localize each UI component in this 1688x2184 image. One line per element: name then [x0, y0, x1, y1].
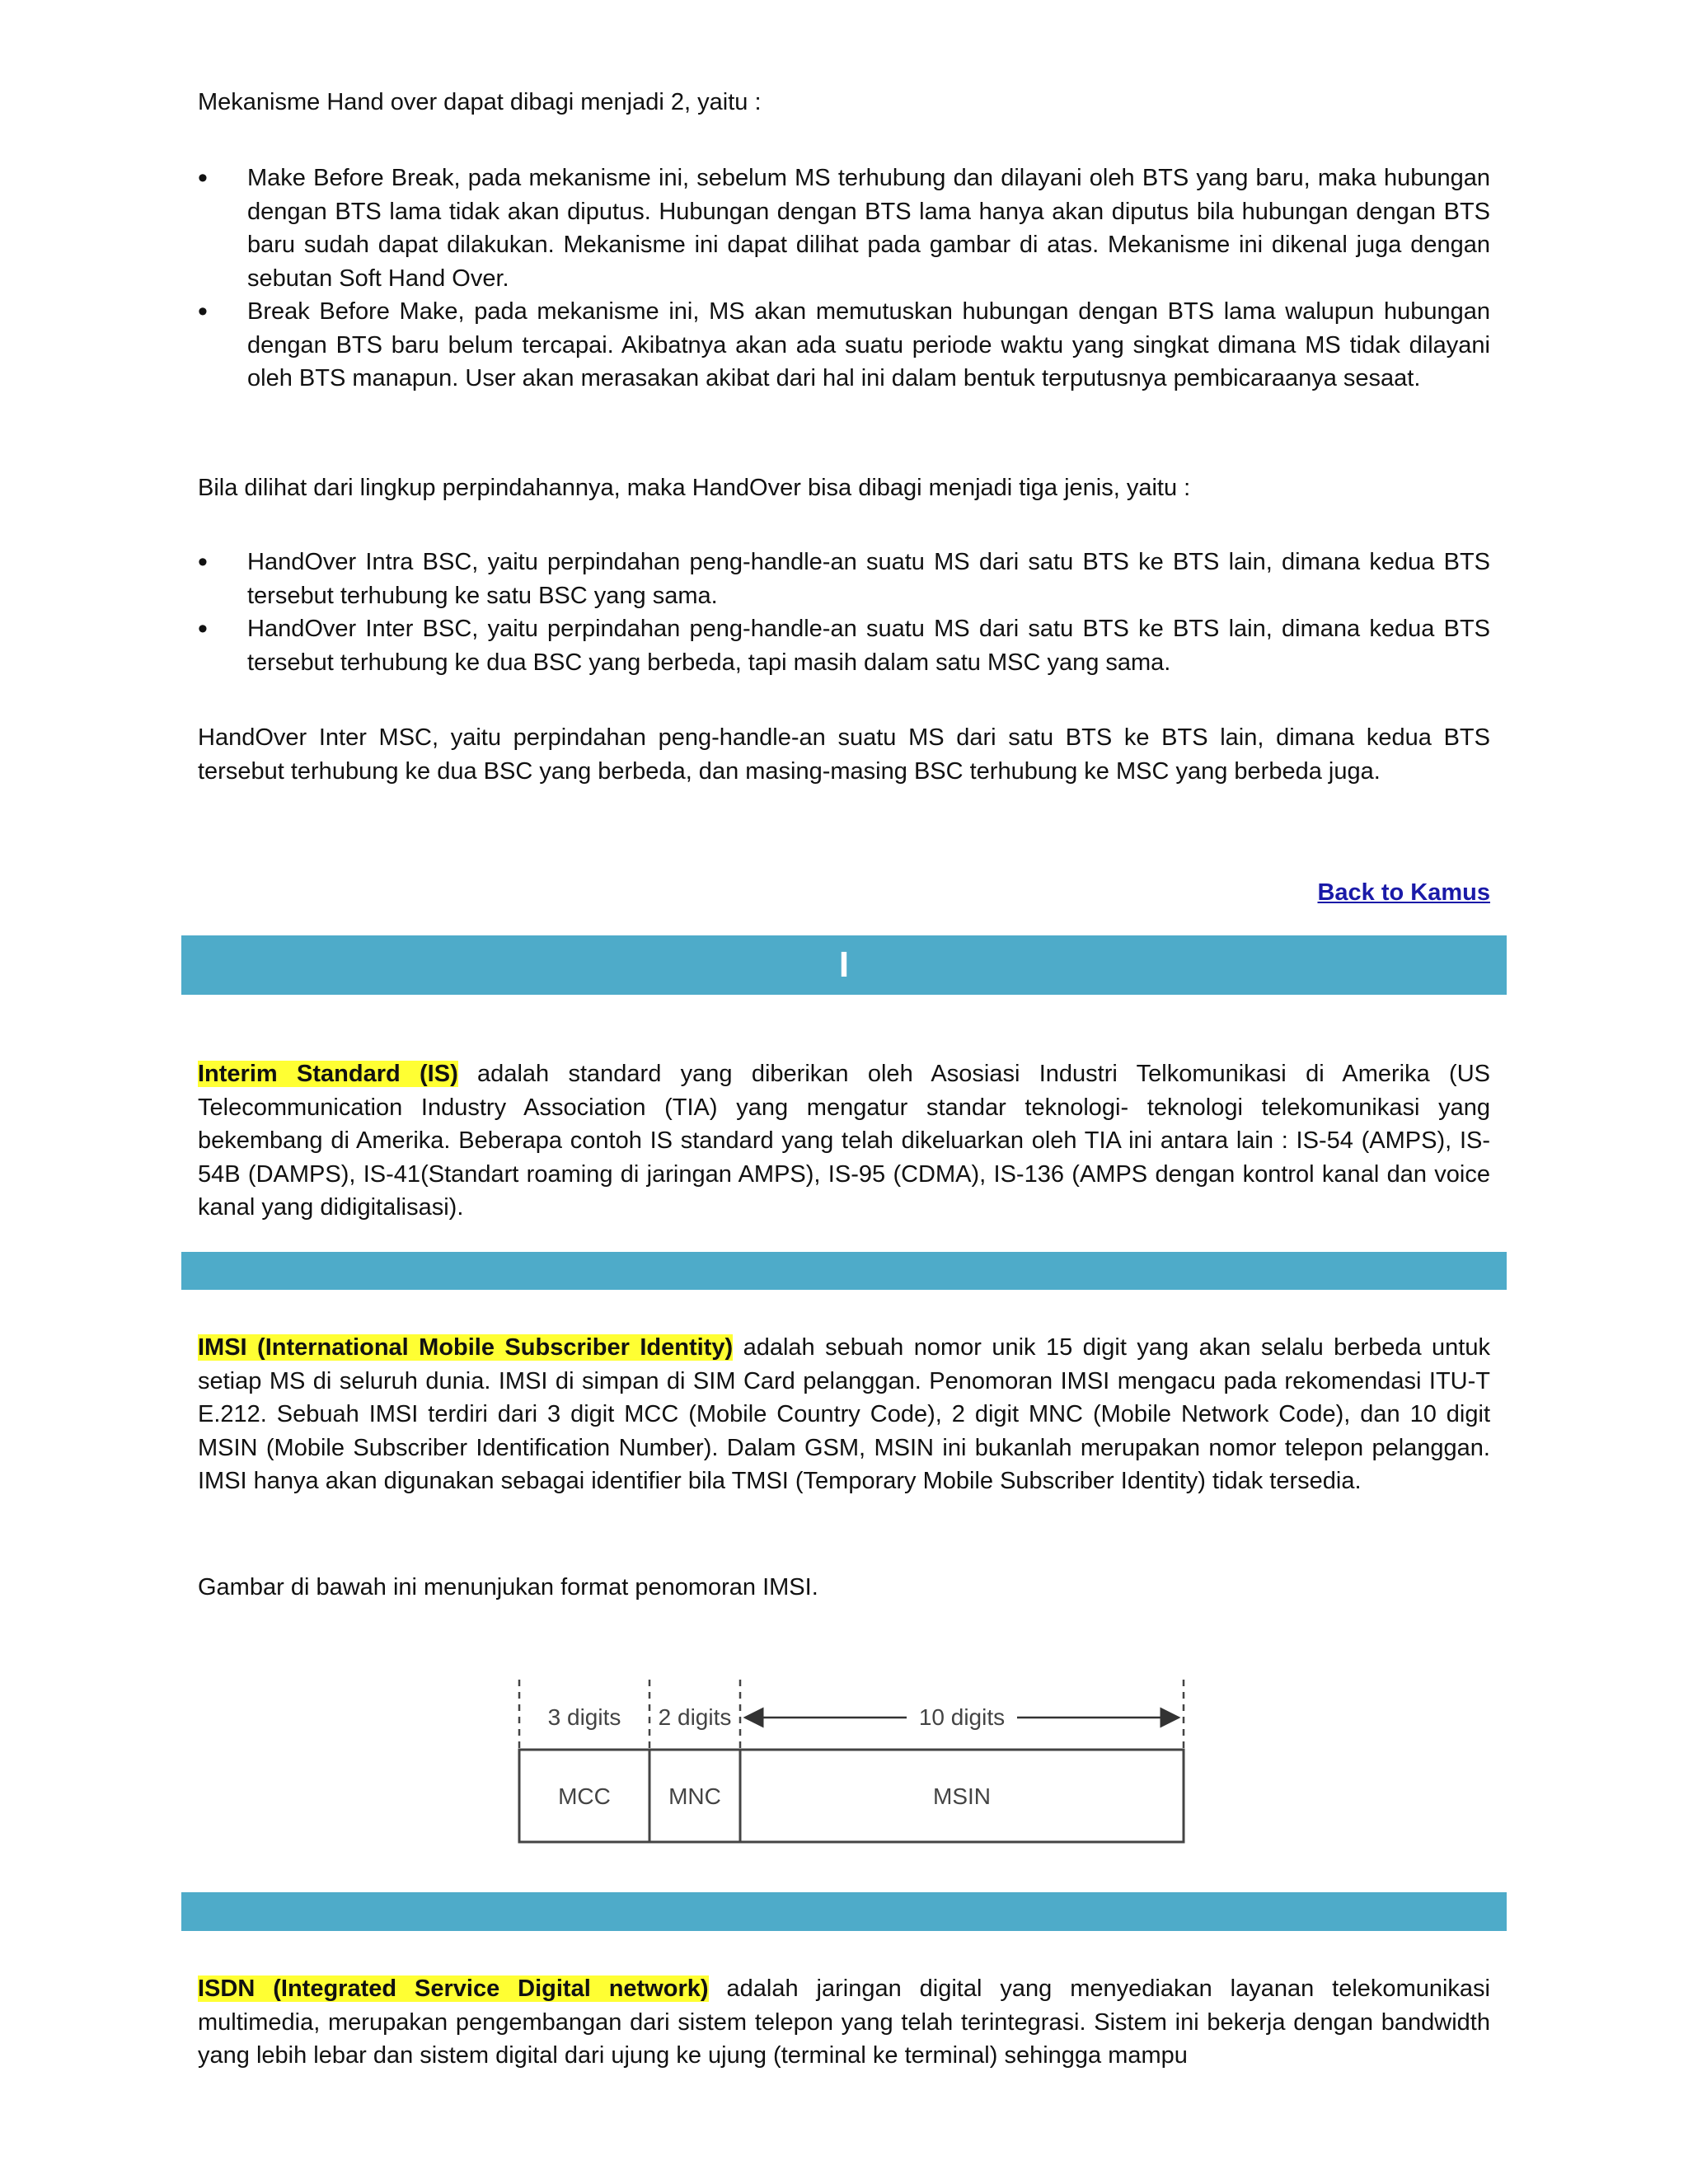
- label-3-digits: 3 digits: [547, 1704, 621, 1730]
- handover-mechanism-list: [198, 162, 1490, 396]
- label-10-digits: 10 digits: [918, 1704, 1006, 1730]
- section-divider-1: [181, 1252, 1507, 1290]
- term-imsi: IMSI (International Mobile Subscriber Identity): [198, 1334, 734, 1361]
- imsi-format-diagram: [511, 1680, 1203, 1853]
- cell-msin: MSIN: [933, 1783, 991, 1809]
- handover-scope-intro: Bila dilihat dari lingkup perpindahannya, maka HandOver bisa dibagi menjadi tiga jenis, yaitu :: [198, 475, 1191, 501]
- section-letter: I: [838, 944, 850, 985]
- imsi-box-outline: [519, 1750, 1184, 1842]
- cell-mcc: MCC: [558, 1783, 611, 1809]
- imsi-figure-caption: Gambar di bawah ini menunjukan format penomoran IMSI.: [198, 1574, 818, 1601]
- entry-isdn: [198, 1972, 1490, 2073]
- handover-type-list: [198, 546, 1490, 679]
- list-item-inter-bsc: • HandOver Inter BSC, yaitu perpindahan peng-handle-an suatu MS dari satu BTS ke BTS lain, dimana kedua BTS tersebut terhubung ke dua BSC yang berbeda, tapi masih dalam satu MSC yang sama.: [198, 612, 1490, 679]
- handover-intro: Mekanisme Hand over dapat dibagi menjadi 2, yaitu :: [198, 89, 762, 115]
- list-item-make-before-break: • Make Before Break, pada mekanisme ini, sebelum MS terhubung dan dilayani oleh BTS yang baru, maka hubungan dengan BTS lama tidak akan diputus. Hubungan dengan BTS lama hanya akan diputus bila hubungan dengan BTS baru sudah dapat dilakukan. Mekanisme ini dapat dilihat pada gambar di atas. Mekanisme ini dikenal juga dengan sebutan Soft Hand Over.: [198, 162, 1490, 295]
- section-header-i: [181, 935, 1507, 995]
- definition-isdn: adalah jaringan digital yang menyediakan layanan telekomunikasi multimedia, merupakan pengembangan dari sistem telepon yang telah terintegrasi. Sistem ini bekerja dengan bandwidth yang lebih lebar dan sistem digital dari ujung ke ujung (terminal ke terminal) sehingga mampu: [198, 1975, 1490, 2069]
- definition-imsi: adalah sebuah nomor unik 15 digit yang akan selalu berbeda untuk setiap MS di seluruh dunia. IMSI di simpan di SIM Card pelanggan. Penomoran IMSI mengacu pada rekomendasi ITU-T E.212. Sebuah IMSI terdiri dari 3 digit MCC (Mobile Country Code), 2 digit MNC (Mobile Network Code), dan 10 digit MSIN (Mobile Subscriber Identification Number). Dalam GSM, MSIN ini bukanlah merupakan nomor telepon pelanggan. IMSI hanya akan digunakan sebagai identifier bila TMSI (Temporary Mobile Subscriber Identity) tidak tersedia.: [198, 1334, 1490, 1494]
- handover-inter-msc: HandOver Inter MSC, yaitu perpindahan peng-handle-an suatu MS dari satu BTS ke BTS lain, dimana kedua BTS tersebut terhubung ke dua BSC yang berbeda, dan masing-masing BSC terhubung ke MSC yang berbeda juga.: [198, 724, 1490, 785]
- definition-interim-standard: adalah standard yang diberikan oleh Asosiasi Industri Telkomunikasi di Amerika (US Telecommunication Industry Association (TIA) yang mengatur standar teknologi- teknologi telekomunikasi yang bekembang di Amerika. Beberapa contoh IS standard yang telah dikeluarkan oleh TIA ini antara lain : IS-54 (AMPS), IS-54B (DAMPS), IS-41(Standart roaming di jaringan AMPS), IS-95 (CDMA), IS-136 (AMPS dengan kontrol kanal dan voice kanal yang didigitalisasi).: [198, 1061, 1490, 1221]
- label-2-digits: 2 digits: [658, 1704, 732, 1730]
- imsi-format-svg: [511, 1680, 1203, 1853]
- cell-mnc: MNC: [668, 1783, 721, 1809]
- term-isdn: ISDN (Integrated Service Digital network): [198, 1975, 709, 2002]
- list-item-break-before-make: • Break Before Make, pada mekanisme ini, MS akan memutuskan hubungan dengan BTS lama walupun hubungan dengan BTS baru belum tercapai. Akibatnya akan ada suatu periode waktu yang singkat dimana MS tidak dilayani oleh BTS manapun. User akan merasakan akibat dari hal ini dalam bentuk terputusnya pembicaraanya sesaat.: [198, 295, 1490, 396]
- entry-imsi: [198, 1331, 1490, 1498]
- section-divider-2: [181, 1892, 1507, 1931]
- list-item-intra-bsc: • HandOver Intra BSC, yaitu perpindahan peng-handle-an suatu MS dari satu BTS ke BTS lain, dimana kedua BTS tersebut terhubung ke satu BSC yang sama.: [198, 546, 1490, 612]
- entry-interim-standard: [198, 1057, 1490, 1225]
- term-interim-standard: Interim Standard (IS): [198, 1061, 458, 1087]
- back-to-kamus-link[interactable]: Back to Kamus: [1317, 879, 1490, 906]
